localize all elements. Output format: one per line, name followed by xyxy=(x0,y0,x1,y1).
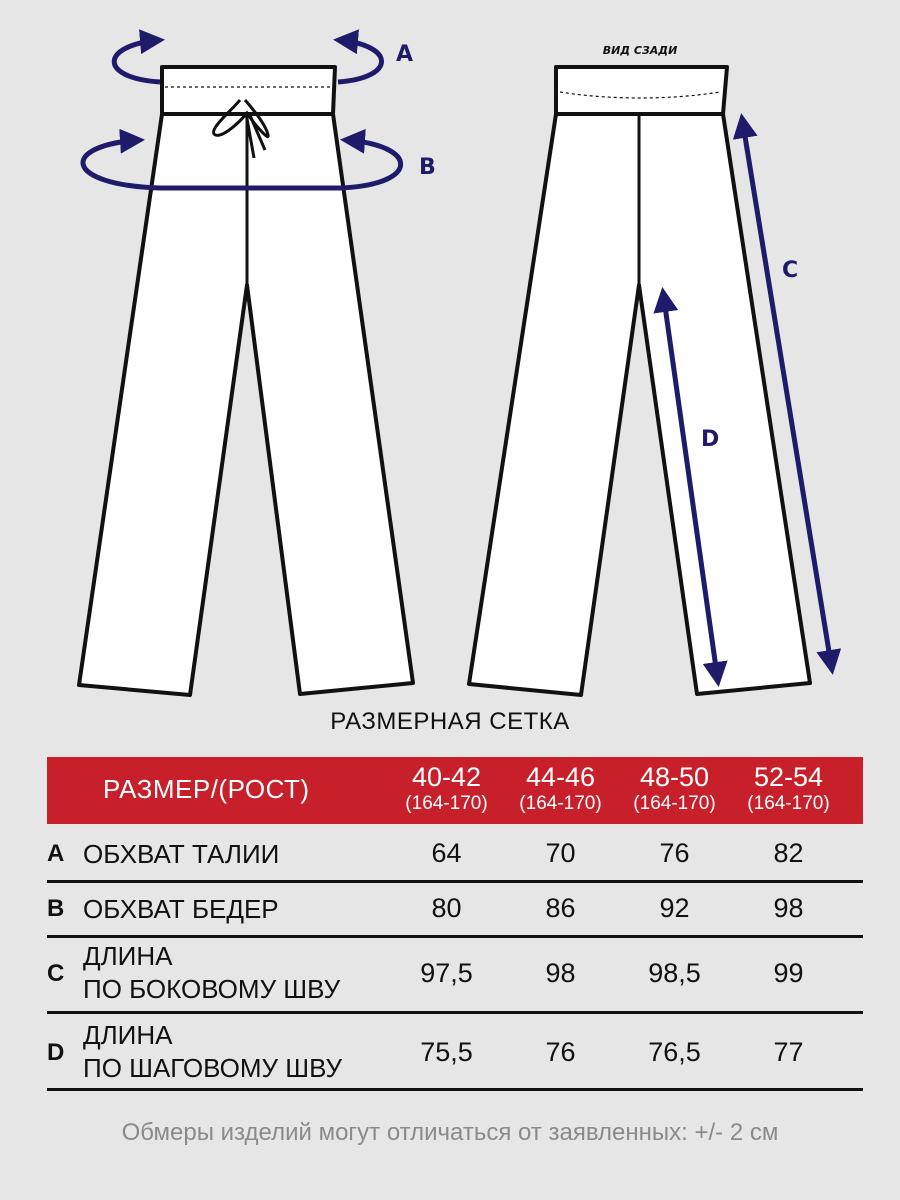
table-row-waist xyxy=(47,838,863,878)
measure-b-label: B xyxy=(419,155,436,180)
back-waistband xyxy=(556,67,727,114)
row-name-line2: ПО ШАГОВОМУ ШВУ xyxy=(83,1053,343,1083)
row-value: 77 xyxy=(773,1037,804,1067)
table-row-inseam-length xyxy=(47,1019,863,1085)
front-waistband xyxy=(162,67,335,114)
row-letter: A xyxy=(47,840,65,867)
size-value: 52-54 xyxy=(753,762,824,792)
back-view-label: ВИД СЗАДИ xyxy=(602,44,678,57)
size-chart-title: РАЗМЕРНАЯ СЕТКА xyxy=(330,708,570,735)
row-value: 76 xyxy=(659,838,690,868)
row-name-line1: ДЛИНА xyxy=(83,941,173,971)
size-value: 48-50 xyxy=(639,762,710,792)
row-value: 86 xyxy=(545,893,576,923)
row-name-line1: ДЛИНА xyxy=(83,1020,173,1050)
measure-a-label: A xyxy=(396,42,414,67)
row-value: 98,5 xyxy=(648,958,701,988)
table-row-side-seam-length xyxy=(47,940,863,1006)
size-header-band xyxy=(47,757,863,824)
size-column-3 xyxy=(617,762,732,816)
row-value: 97,5 xyxy=(420,958,473,988)
row-value: 92 xyxy=(659,893,690,923)
row-divider xyxy=(47,935,863,938)
height-range: (164-170) xyxy=(405,793,488,814)
row-letter: C xyxy=(47,960,65,987)
row-divider xyxy=(47,1088,863,1091)
row-name: ОБХВАТ ТАЛИИ xyxy=(83,839,280,869)
row-value: 75,5 xyxy=(420,1037,473,1067)
row-value: 99 xyxy=(773,958,804,988)
row-value: 82 xyxy=(773,838,804,868)
row-name: ОБХВАТ БЕДЕР xyxy=(83,894,279,924)
height-range: (164-170) xyxy=(633,793,716,814)
row-value: 98 xyxy=(773,893,804,923)
row-value: 98 xyxy=(545,958,576,988)
height-range: (164-170) xyxy=(747,793,830,814)
measure-c-label: C xyxy=(782,258,799,283)
row-value: 64 xyxy=(431,838,462,868)
size-value: 40-42 xyxy=(411,762,482,792)
measure-d-label: D xyxy=(701,427,720,452)
height-range: (164-170) xyxy=(519,793,602,814)
measurement-tolerance-note: Обмеры изделий могут отличаться от заявленных: +/- 2 см xyxy=(121,1119,779,1146)
row-value: 76,5 xyxy=(648,1037,701,1067)
row-divider xyxy=(47,1011,863,1014)
row-letter: B xyxy=(47,895,65,922)
size-column-2 xyxy=(503,762,618,816)
row-letter: D xyxy=(47,1039,65,1066)
row-value: 70 xyxy=(545,838,576,868)
table-row-hips xyxy=(47,893,863,933)
size-column-4 xyxy=(731,762,846,816)
row-divider xyxy=(47,880,863,883)
row-value: 76 xyxy=(545,1037,576,1067)
size-value: 44-46 xyxy=(525,762,596,792)
row-value: 80 xyxy=(431,893,462,923)
size-height-header: РАЗМЕР/(РОСТ) xyxy=(103,774,310,804)
size-column-1 xyxy=(389,762,504,816)
row-name-line2: ПО БОКОВОМУ ШВУ xyxy=(83,974,341,1004)
